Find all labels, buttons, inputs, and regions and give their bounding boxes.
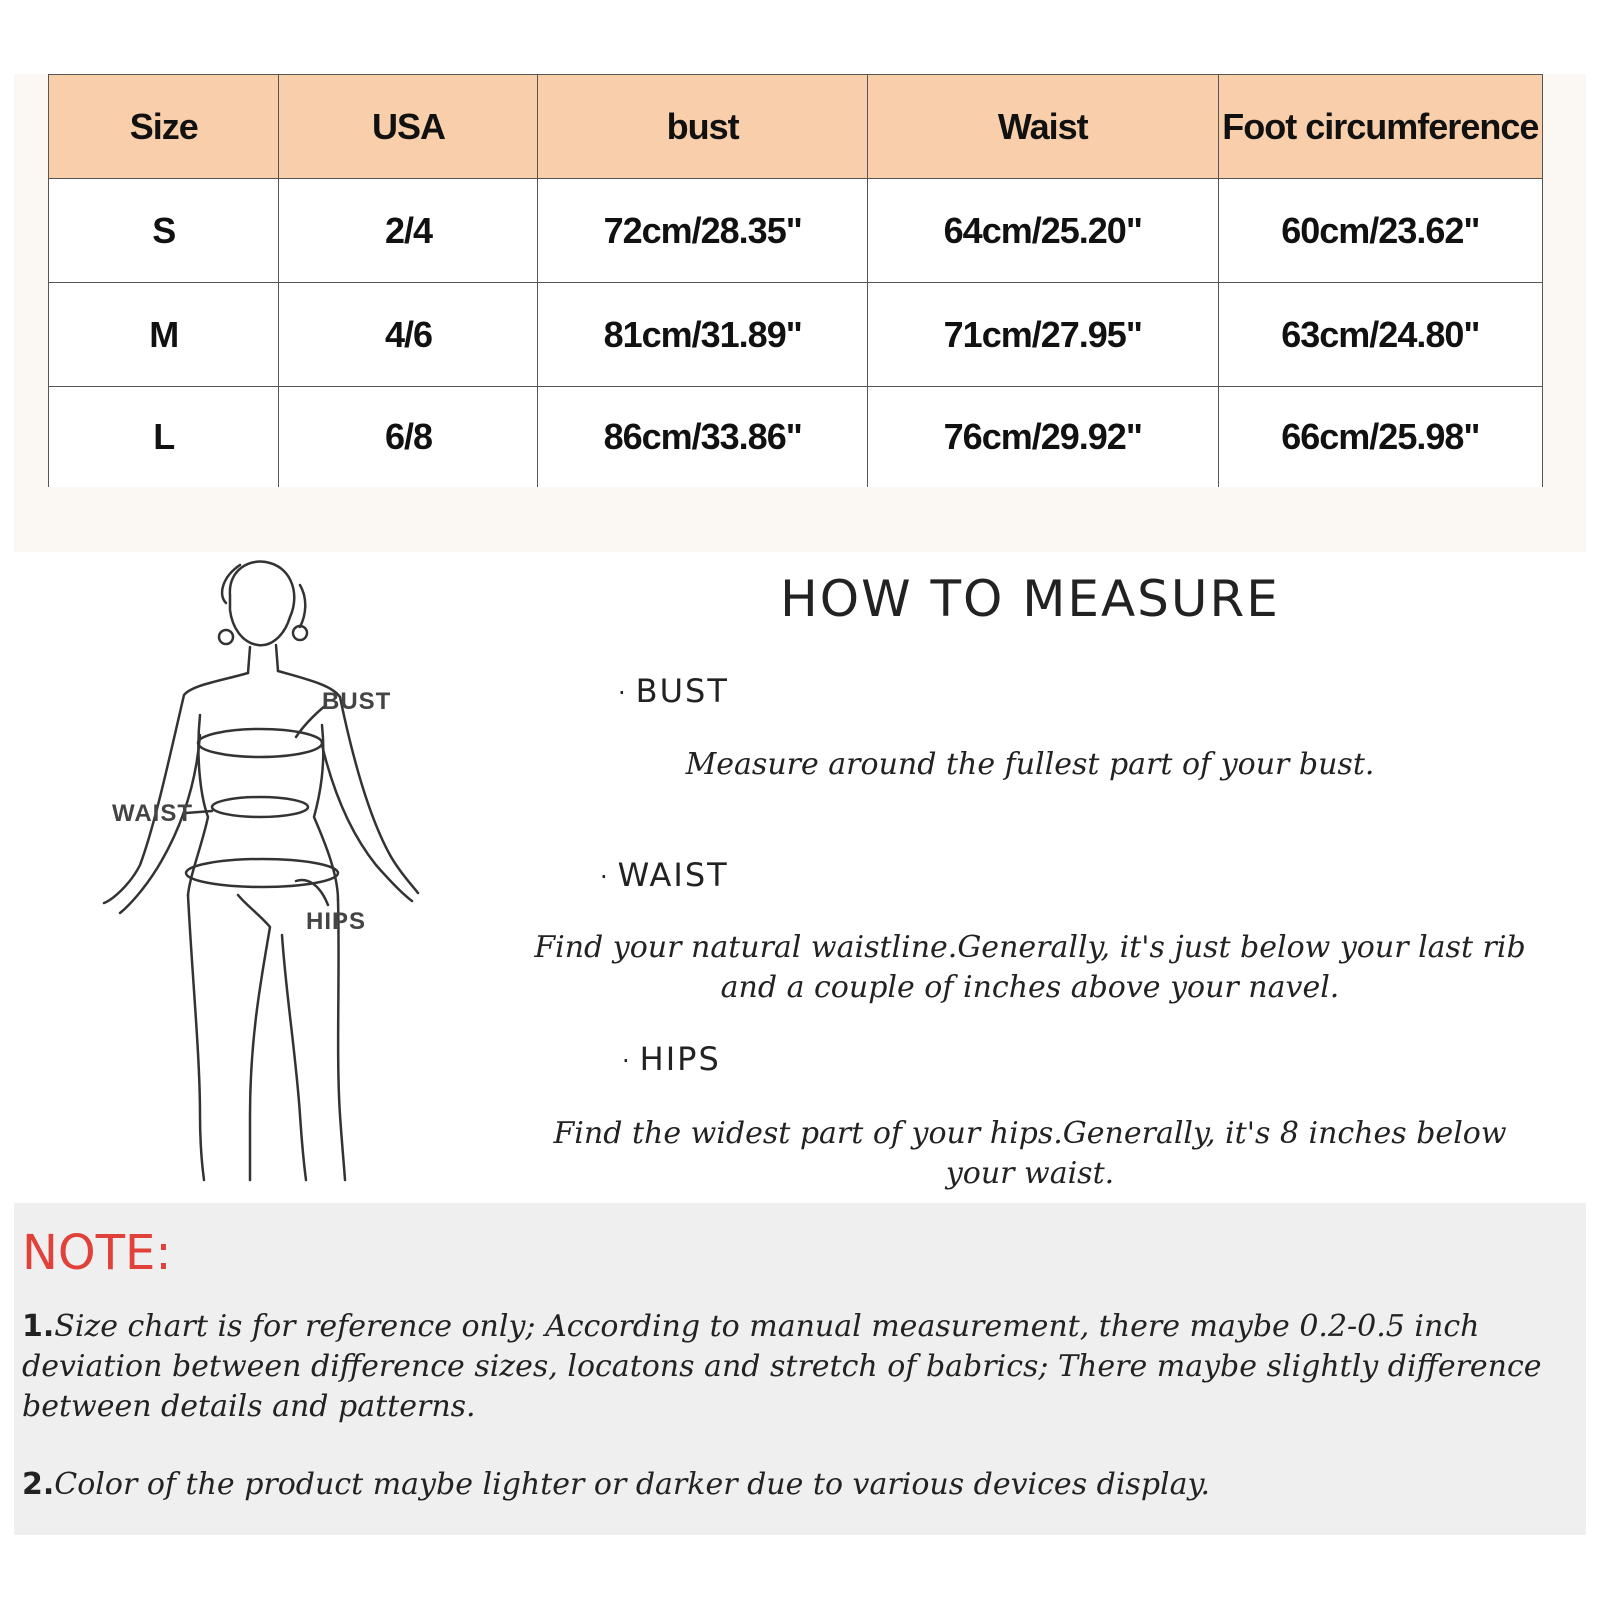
size-table [48,74,1543,487]
section-heading-bust [618,672,729,710]
cell-usa: 6/8 [279,387,538,487]
section-body-line: Find the widest part of your hips.Generally, it's 8 inches below [553,1116,1507,1151]
bullet-dot-icon: · [618,679,628,707]
note-panel [14,1203,1586,1535]
section-body-bust: Measure around the fullest part of your bust. [685,747,1375,782]
cell-bust: 81cm/31.89" [538,283,867,387]
size-table-panel [14,74,1586,552]
how-to-measure-title: HOW TO MEASURE [780,570,1280,628]
figure-label-bust: BUST [322,688,392,715]
note-item-text: Size chart is for reference only; According to manual measurement, there maybe 0.2-0.5 inch deviation between difference sizes, locatons and stretch of babrics; There maybe slightly difference between details and patterns. [22,1309,1542,1424]
section-body-waist [520,928,1540,1008]
note-item-text: Color of the product maybe lighter or darker due to various devices display. [54,1467,1210,1502]
note-item-number: 1. [22,1309,55,1344]
figure-label-hips: HIPS [306,908,367,935]
note-item-1 [22,1307,1577,1427]
cell-usa: 4/6 [279,283,538,387]
header-bust: bust [538,75,867,179]
section-heading-label: WAIST [617,856,729,894]
cell-foot-circumference: 66cm/25.98" [1218,387,1542,487]
header-waist: Waist [867,75,1218,179]
header-size: Size [49,75,279,179]
table-header-row [49,75,1543,179]
bullet-dot-icon: · [622,1047,632,1075]
cell-waist: 64cm/25.20" [867,179,1218,283]
section-heading-label: HIPS [639,1040,721,1078]
cell-size: S [49,179,279,283]
section-body-line: Find your natural waistline.Generally, it's just below your last rib [534,930,1526,965]
cell-foot-circumference: 63cm/24.80" [1218,283,1542,387]
cell-size: M [49,283,279,387]
figure-label-waist: WAIST [112,800,193,827]
cell-waist: 71cm/27.95" [867,283,1218,387]
section-heading-hips [622,1040,721,1078]
cell-size: L [49,387,279,487]
table-row [49,283,1543,387]
bullet-dot-icon: · [600,863,610,891]
body-figure-illustration [100,555,440,1195]
cell-usa: 2/4 [279,179,538,283]
cell-bust: 86cm/33.86" [538,387,867,487]
note-title: NOTE: [22,1225,172,1281]
header-usa: USA [279,75,538,179]
cell-foot-circumference: 60cm/23.62" [1218,179,1542,283]
table-row [49,387,1543,487]
section-body-hips [520,1114,1540,1194]
section-heading-waist [600,856,729,894]
cell-bust: 72cm/28.35" [538,179,867,283]
section-heading-label: BUST [635,672,729,710]
note-item-2 [22,1465,1577,1505]
header-foot-circumference: Foot circumference [1218,75,1542,179]
cell-waist: 76cm/29.92" [867,387,1218,487]
body-outline-icon [100,555,440,1195]
note-item-number: 2. [22,1467,55,1502]
section-body-line: your waist. [945,1156,1115,1191]
section-body-line: and a couple of inches above your navel. [720,970,1340,1005]
table-row [49,179,1543,283]
